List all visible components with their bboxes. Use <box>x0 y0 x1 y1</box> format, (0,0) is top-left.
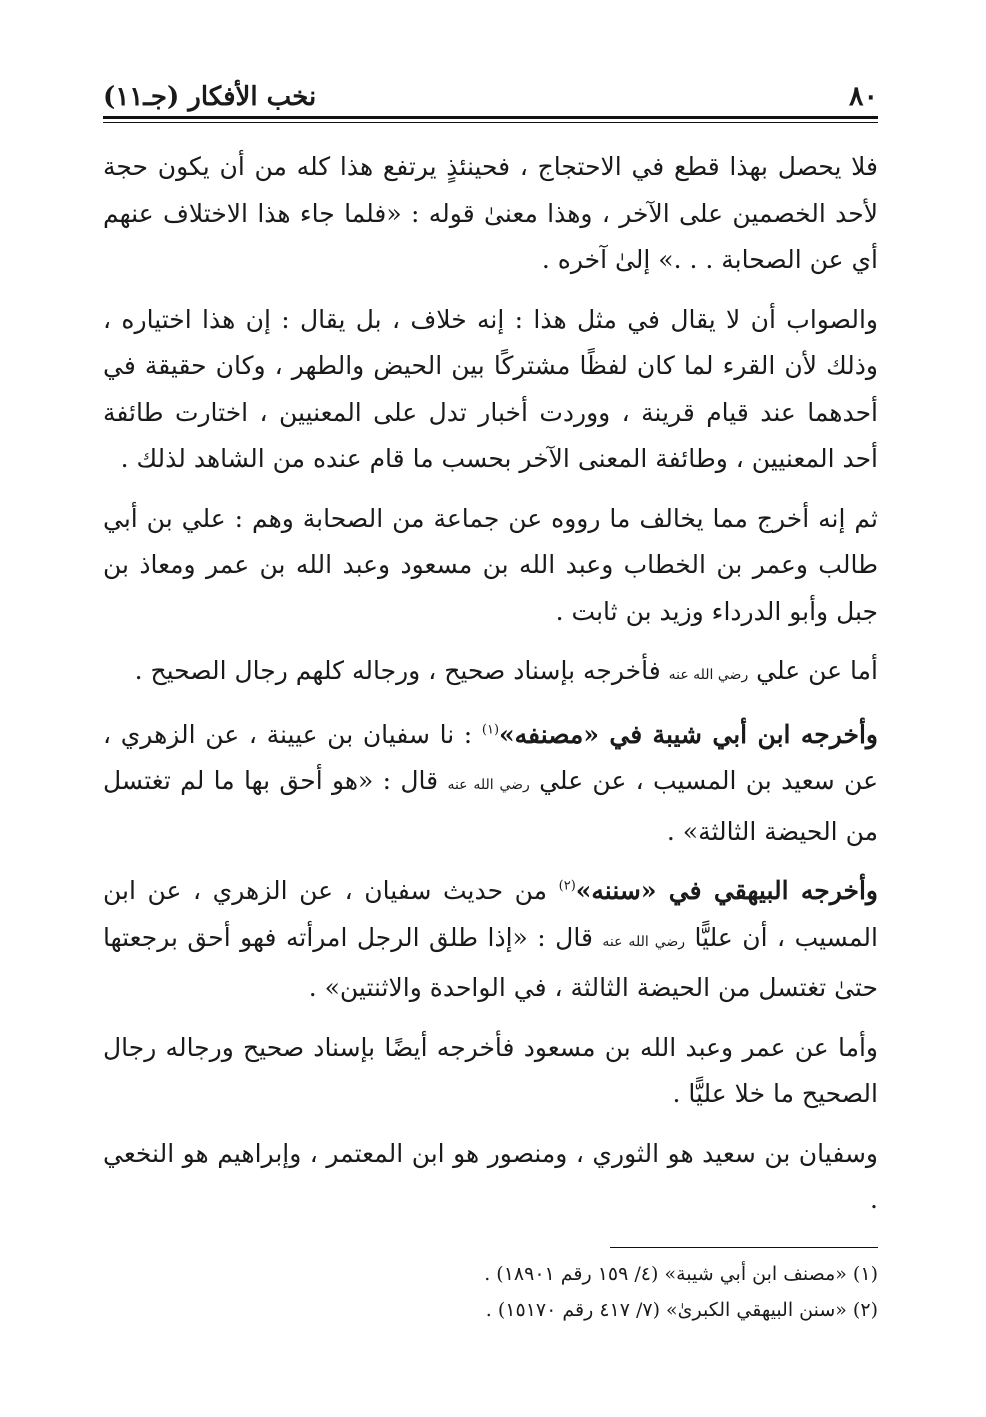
paragraph-6-part2: قال : «إذا طلق الرجل امرأته فهو أحق برجعتها حتىٰ تغتسل من الحيضة الثالثة ، في الواحدة والاثنتين» . <box>103 922 878 1002</box>
paragraph-5-part2: قال : «هو أحق بها ما لم تغتسل من الحيضة الثالثة» . <box>103 766 878 846</box>
footnote-separator <box>610 1247 878 1248</box>
paragraph-2-text: والصواب أن لا يقال في مثل هذا : إنه خلاف ، بل يقال : إن هذا اختياره ، وذلك لأن القرء لما كان لفظًا مشتركًا بين الحيض والطهر ، وكان حقيقة في أحدهما عند قيام قرينة ، ووردت أخبار تدل على المعنيين ، اختارت طائفة أحد المعنيين ، وطائفة المعنى الآخر بحسب ما قام عنده من الشاهد لذلك . <box>103 304 878 473</box>
paragraph-4-before: أما عن علي <box>756 656 878 685</box>
paragraph-6-part1: من حديث سفيان ، عن الزهري ، عن ابن المسيب ، أن عليًّا <box>103 876 878 952</box>
paragraph-1-text: فلا يحصل بهذا قطع في الاحتجاج ، فحينئذٍ يرتفع هذا كله من أن يكون حجة لأحد الخصمين على الآخر ، وهذا معنىٰ قوله : «فلما جاء هذا الاختلاف عنهم أي عن الصحابة . . .» إلىٰ آخره . <box>103 152 878 274</box>
page-header <box>103 72 878 112</box>
paragraph-8-text: وسفيان بن سعيد هو الثوري ، ومنصور هو ابن المعتمر ، وإبراهيم هو النخعي . <box>103 1138 878 1214</box>
paragraph-4-after: فأخرجه بإسناد صحيح ، ورجاله كلهم رجال الصحيح . <box>134 656 661 685</box>
footnote-1: (١) «مصنف ابن أبي شيبة» (٤/ ١٥٩ رقم ١٨٩٠١) . <box>484 1263 878 1285</box>
paragraph-2 <box>103 297 878 483</box>
honorific-mark: رضي الله عنه <box>668 667 749 683</box>
honorific-mark: رضي الله عنه <box>602 933 686 950</box>
footnotes <box>103 1256 878 1328</box>
paragraph-1 <box>103 144 878 284</box>
paragraph-7-text: وأما عن عمر وعبد الله بن مسعود فأخرجه أيضًا بإسناد صحيح ورجاله رجال الصحيح ما خلا عليًّا . <box>103 1032 878 1108</box>
paragraph-3-text: ثم إنه أخرج مما يخالف ما رووه عن جماعة من الصحابة وهم : علي بن أبي طالب وعمر بن الخطاب وعبد الله بن مسعود وعبد الله بن عمر ومعاذ بن جبل وأبو الدرداء وزيد بن ثابت . <box>103 503 878 626</box>
paragraph-3 <box>103 496 878 636</box>
paragraph-4 <box>103 648 878 699</box>
main-text <box>103 144 878 1237</box>
footnote-2: (٢) «سنن البيهقي الكبرىٰ» (٧/ ٤١٧ رقم ١٥١٧٠) . <box>485 1299 878 1321</box>
running-title: نخب الأفكار (جـ١١) <box>103 82 317 112</box>
paragraph-6 <box>103 868 878 1012</box>
paragraph-5-part1: : نا سفيان بن عيينة ، عن الزهري ، عن سعيد بن المسيب ، عن علي <box>103 719 878 795</box>
paragraph-5-lead: وأخرجه ابن أبي شيبة في «مصنفه» <box>499 719 879 749</box>
footnote-ref-1: (١) <box>481 722 500 738</box>
paragraph-7 <box>103 1025 878 1118</box>
honorific-mark: رضي الله عنه <box>447 777 530 793</box>
footnote-ref-2: (٢) <box>558 878 576 894</box>
header-rule-thin <box>103 122 878 123</box>
paragraph-5 <box>103 712 878 856</box>
paragraph-6-lead: وأخرجه البيهقي في «سننه» <box>575 876 879 905</box>
paragraph-8 <box>103 1131 878 1224</box>
header-rule-thick <box>103 116 878 119</box>
page-number: ٨٠ <box>848 81 878 112</box>
